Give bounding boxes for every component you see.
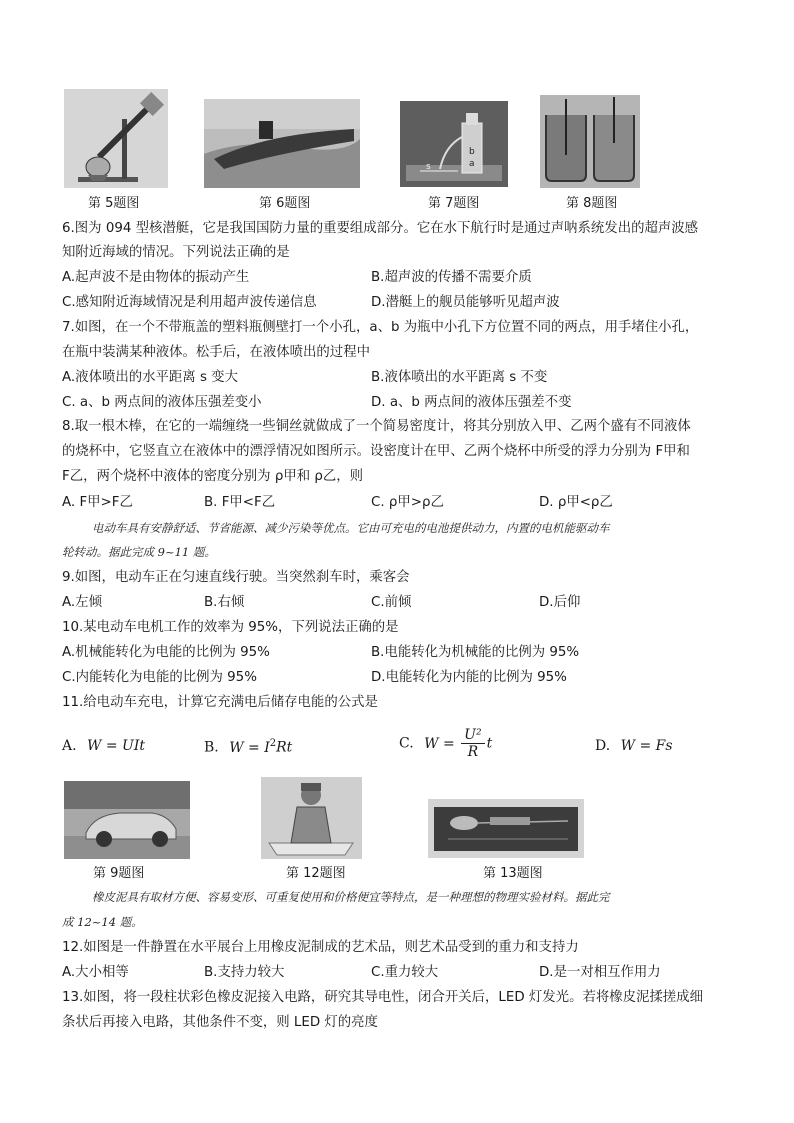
q12-option-d: D.是一对相互作用力 — [539, 965, 661, 980]
q11-option-b-label: B. — [204, 739, 219, 756]
q11-option-a — [62, 738, 145, 754]
intro-note-ev-line1: 电动车具有安静舒适、节省能源、减少污染等优点。它由可充电的电池提供动力，内置的电机能驱动车 — [92, 521, 610, 535]
intro-note-clay-line2: 成 12~14 题。 — [62, 915, 143, 929]
q13-stem-line1: 13.如图，将一段柱状彩色橡皮泥接入电路，研究其导电性，闭合开关后，LED 灯发光。若将橡皮泥揉搓成细 — [62, 990, 703, 1005]
figure-5-caption: 第 5题图 — [88, 196, 140, 211]
q7-stem-line2: 在瓶中装满某种液体。松手后，在液体喷出的过程中 — [62, 345, 370, 360]
q10-option-d: D.电能转化为内能的比例为 95% — [371, 670, 567, 685]
figure-13-caption: 第 13题图 — [483, 866, 543, 881]
q9-option-d: D.后仰 — [539, 595, 581, 610]
q8-option-c: C. ρ甲>ρ乙 — [371, 495, 444, 510]
q7-option-a: A.液体喷出的水平距离 s 变大 — [62, 370, 238, 385]
q9-option-b: B.右倾 — [204, 595, 245, 610]
q10-option-c: C.内能转化为电能的比例为 95% — [62, 670, 257, 685]
figure-7-image — [400, 101, 508, 187]
figure-7-caption: 第 7题图 — [428, 196, 480, 211]
figure-12-image — [261, 777, 362, 859]
q9-stem: 9.如图，电动车正在匀速直线行驶。当突然刹车时，乘客会 — [62, 570, 410, 585]
figure-8-image — [540, 95, 640, 188]
q8-option-a: A. F甲>F乙 — [62, 495, 133, 510]
figure-13-image — [428, 799, 584, 858]
q7-stem-line1: 7.如图，在一个不带瓶盖的塑料瓶侧壁打一个小孔，a、b 为瓶中小孔下方位置不同的两点，用手堵住小孔， — [62, 320, 699, 335]
q12-stem: 12.如图是一件静置在水平展台上用橡皮泥制成的艺术品，则艺术品受到的重力和支持力 — [62, 940, 579, 955]
q7-option-b: B.液体喷出的水平距离 s 不变 — [371, 370, 548, 385]
q12-option-b: B.支持力较大 — [204, 965, 285, 980]
q9-option-a: A.左倾 — [62, 595, 102, 610]
intro-note-ev-line2: 轮转动。据此完成 9~11 题。 — [62, 545, 216, 559]
q11-option-b — [204, 738, 292, 756]
q11-option-d-formula: W = Fs — [620, 738, 673, 754]
q11-option-d-label: D. — [595, 738, 611, 754]
q8-stem-line1: 8.取一根木棒，在它的一端缠绕一些铜丝就做成了一个简易密度计，将其分别放入甲、乙两个盛有不同液体 — [62, 419, 691, 434]
q8-option-d: D. ρ甲<ρ乙 — [539, 495, 613, 510]
q11-option-c-denominator: R — [467, 744, 479, 760]
q11-option-c-label: C. — [399, 735, 414, 752]
q7-option-d: D. a、b 两点间的液体压强差不变 — [371, 395, 572, 410]
q11-option-b-exponent: 2 — [269, 738, 277, 749]
fig7-label-s: s — [426, 162, 431, 172]
fig7-label-b: b — [469, 147, 475, 157]
q11-option-b-formula-pre: W = I — [229, 739, 270, 756]
q11-option-c — [399, 727, 492, 760]
q11-option-a-label: A. — [62, 738, 77, 754]
q10-option-b: B.电能转化为机械能的比例为 95% — [371, 645, 580, 660]
q11-option-c-formula-pre: W = — [424, 735, 455, 752]
q9-option-c: C.前倾 — [371, 595, 412, 610]
figure-6-image — [204, 99, 360, 188]
q12-option-a: A.大小相等 — [62, 965, 129, 980]
q7-option-c: C. a、b 两点间的液体压强差变小 — [62, 395, 262, 410]
figure-12-caption: 第 12题图 — [286, 866, 346, 881]
q10-stem: 10.某电动车电机工作的效率为 95%，下列说法正确的是 — [62, 620, 399, 635]
q6-stem-line2: 知附近海域的情况。下列说法正确的是 — [62, 245, 290, 260]
q8-option-b: B. F甲<F乙 — [204, 495, 276, 510]
q8-stem-line3: F乙，两个烧杯中液体的密度分别为 ρ甲和 ρ乙，则 — [62, 469, 364, 484]
q12-option-c: C.重力较大 — [371, 965, 439, 980]
intro-note-clay-line1: 橡皮泥具有取材方便、容易变形、可重复使用和价格便宜等特点，是一种理想的物理实验材料。据此完 — [92, 890, 610, 904]
q11-stem: 11.给电动车充电，计算它充满电后储存电能的公式是 — [62, 695, 378, 710]
q6-option-a: A.起声波不是由物体的振动产生 — [62, 270, 250, 285]
figure-9-image — [64, 781, 190, 859]
fig7-label-a: a — [469, 159, 475, 169]
q6-option-b: B.超声波的传播不需要介质 — [371, 270, 532, 285]
figure-5-image — [64, 89, 168, 188]
q11-option-c-numerator: U² — [461, 727, 484, 744]
q13-stem-line2: 条状后再接入电路，其他条件不变，则 LED 灯的亮度 — [62, 1015, 378, 1030]
q8-stem-line2: 的烧杯中，它竖直立在液体中的漂浮情况如图所示。设密度计在甲、乙两个烧杯中所受的浮力分别为 F甲和 — [62, 444, 690, 459]
q6-option-d: D.潜艇上的舰员能够听见超声波 — [371, 295, 560, 310]
figure-6-caption: 第 6题图 — [259, 196, 311, 211]
q11-option-b-formula-post: Rt — [276, 739, 293, 756]
q6-option-c: C.感知附近海域情况是利用超声波传递信息 — [62, 295, 317, 310]
figure-8-caption: 第 8题图 — [566, 196, 618, 211]
figure-9-caption: 第 9题图 — [93, 866, 145, 881]
q11-option-a-formula: W = UIt — [87, 738, 145, 754]
q11-option-d — [595, 738, 673, 754]
q6-stem-line1: 6.图为 094 型核潜艇，它是我国国防力量的重要组成部分。它在水下航行时是通过声呐系统发出的超声波感 — [62, 221, 699, 236]
q11-option-c-formula-post: t — [486, 735, 493, 752]
q11-option-c-fraction — [461, 727, 484, 760]
q10-option-a: A.机械能转化为电能的比例为 95% — [62, 645, 270, 660]
